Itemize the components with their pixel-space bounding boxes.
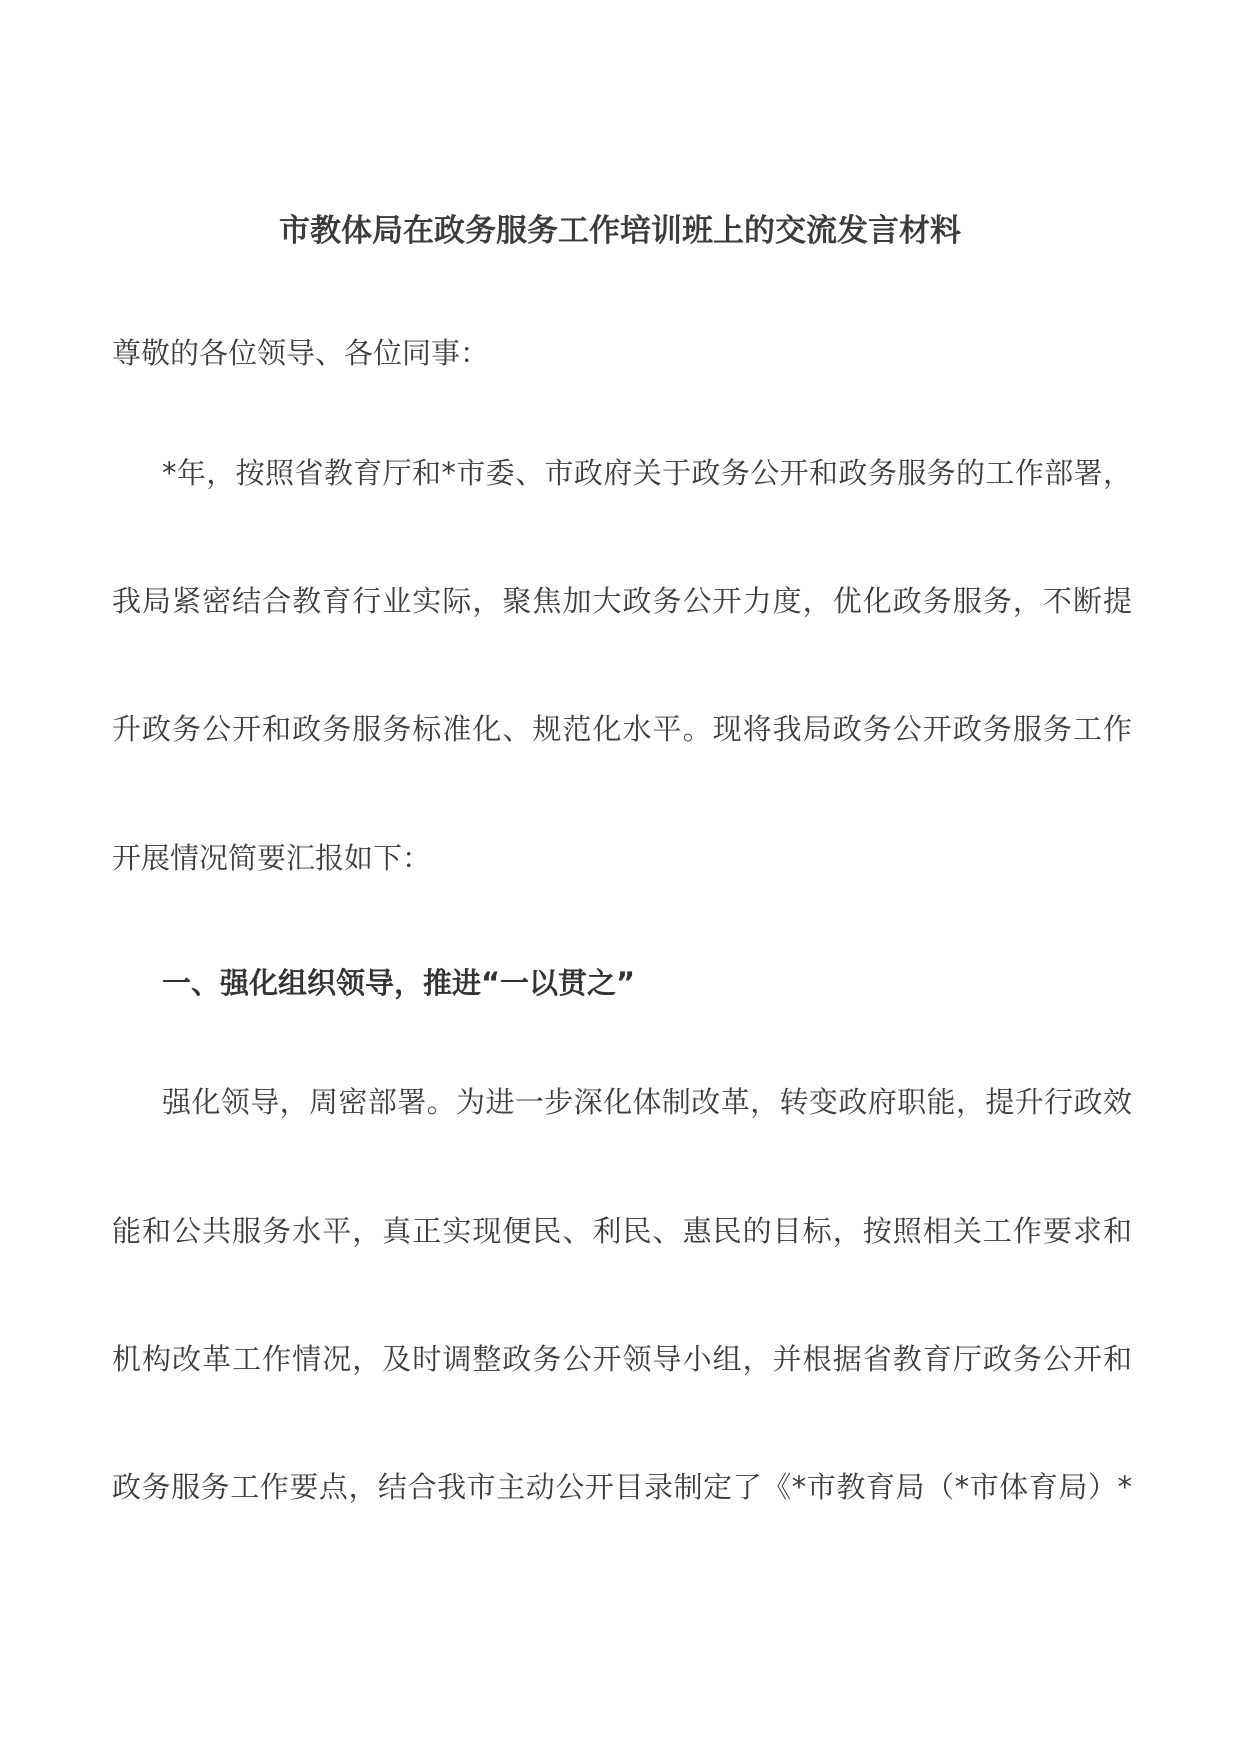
- document-title: 市教体局在政务服务工作培训班上的交流发言材料: [279, 213, 961, 249]
- salutation: 尊敬的各位领导、各位同事：: [112, 336, 490, 370]
- paragraph-line: 能和公共服务水平，真正实现便民、利民、惠民的目标，按照相关工作要求和: [112, 1214, 1132, 1248]
- paragraph-line: *年，按照省教育厅和*市委、市政府关于政务公开和政务服务的工作部署，: [162, 456, 1132, 490]
- paragraph-line: 机构改革工作情况，及时调整政务公开领导小组，并根据省教育厅政务公开和: [112, 1342, 1132, 1376]
- paragraph-line: 强化领导，周密部署。为进一步深化体制改革，转变政府职能，提升行政效: [162, 1085, 1132, 1119]
- paragraph-line: 我局紧密结合教育行业实际，聚焦加大政务公开力度，优化政务服务，不断提: [112, 584, 1132, 618]
- section-heading: 一、强化组织领导，推进“一以贯之”: [162, 966, 636, 1000]
- paragraph-line: 政务服务工作要点，结合我市主动公开目录制定了《*市教育局（*市体育局）*: [112, 1470, 1132, 1504]
- paragraph-line: 升政务公开和政务服务标准化、规范化水平。现将我局政务公开政务服务工作: [112, 712, 1132, 746]
- paragraph-line: 开展情况简要汇报如下：: [112, 841, 432, 875]
